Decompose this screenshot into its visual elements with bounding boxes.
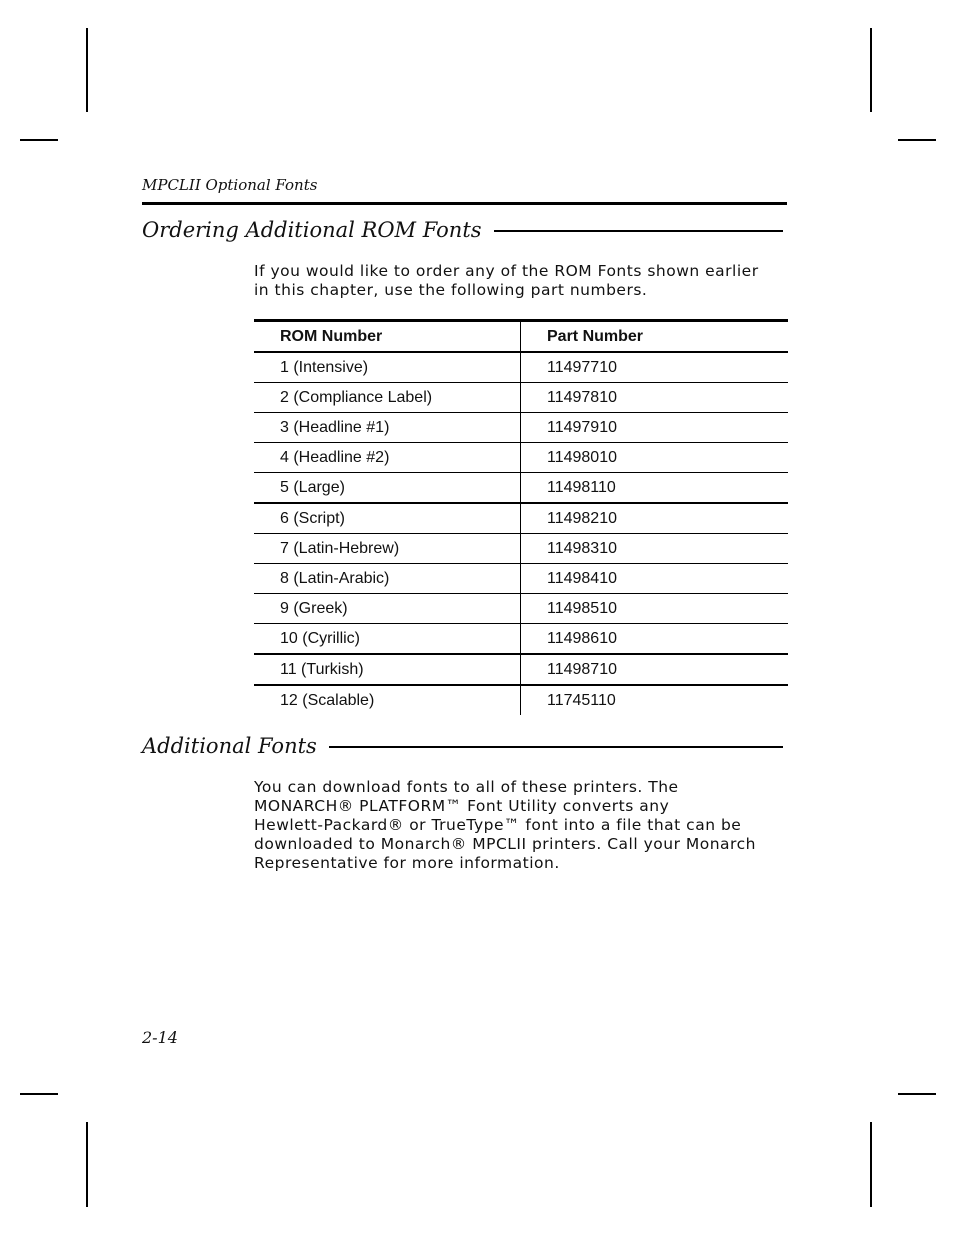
rom-number-cell: 11 (Turkish): [254, 654, 521, 685]
crop-mark: [20, 1093, 58, 1095]
part-number-cell: 11498210: [521, 503, 789, 534]
part-number-cell: 11498410: [521, 564, 789, 594]
table-row: [254, 352, 788, 383]
rom-number-cell: 1 (Intensive): [254, 352, 521, 383]
header-rule: [142, 202, 787, 205]
section-title-ordering: [142, 218, 783, 242]
table-row: [254, 654, 788, 685]
rom-number-cell: 7 (Latin-Hebrew): [254, 534, 521, 564]
section-title-text: Ordering Additional ROM Fonts: [142, 218, 482, 242]
column-header-part-number: Part Number: [521, 321, 789, 353]
part-number-cell: 11498510: [521, 594, 789, 624]
part-number-cell: 11498010: [521, 443, 789, 473]
table-row: [254, 624, 788, 655]
table-row: [254, 594, 788, 624]
crop-mark: [20, 139, 58, 141]
section-title-text: Additional Fonts: [142, 734, 317, 758]
table-row: [254, 503, 788, 534]
table-row: [254, 534, 788, 564]
rom-number-cell: 10 (Cyrillic): [254, 624, 521, 655]
rom-number-cell: 8 (Latin-Arabic): [254, 564, 521, 594]
title-rule: [494, 230, 783, 232]
rom-number-cell: 12 (Scalable): [254, 685, 521, 715]
part-number-cell: 11498710: [521, 654, 789, 685]
title-rule: [329, 746, 783, 748]
rom-number-cell: 6 (Script): [254, 503, 521, 534]
part-number-cell: 11497910: [521, 413, 789, 443]
part-number-table: [254, 319, 788, 715]
rom-number-cell: 2 (Compliance Label): [254, 383, 521, 413]
table-row: [254, 473, 788, 504]
part-number-cell: 11745110: [547, 691, 616, 709]
rom-number-cell: 4 (Headline #2): [254, 443, 521, 473]
section-title-additional: [142, 734, 783, 758]
crop-mark: [86, 1122, 88, 1207]
part-number-cell: 11498310: [521, 534, 789, 564]
page-number: 2-14: [142, 1028, 178, 1047]
intro-paragraph: If you would like to order any of the ROM Fonts shown earlier in this chapter, use the following part numbers.: [254, 262, 759, 299]
crop-mark: [870, 28, 872, 112]
part-number-cell: 11497810: [521, 383, 789, 413]
column-header-rom-number: ROM Number: [254, 321, 521, 353]
running-head: MPCLII Optional Fonts: [142, 176, 318, 194]
additional-fonts-paragraph: You can download fonts to all of these printers. The MONARCH® PLATFORM™ Font Utility converts any Hewlett-Packard® or TrueType™ font into a file that can be downloaded to Monarch® MPCLII printers. Call your Monarch Representative for more information.: [254, 778, 756, 872]
table-header-row: [254, 321, 788, 353]
table-row: [254, 383, 788, 413]
part-number-cell: 11498610: [521, 624, 789, 655]
crop-mark: [870, 1122, 872, 1207]
crop-mark: [898, 1093, 936, 1095]
table-row: [254, 443, 788, 473]
crop-mark: [86, 28, 88, 112]
part-number-cell: 11497710: [521, 352, 789, 383]
rom-number-cell: 5 (Large): [254, 473, 521, 504]
crop-mark: [898, 139, 936, 141]
table-row: [254, 413, 788, 443]
table-row: [254, 564, 788, 594]
rom-number-cell: 3 (Headline #1): [254, 413, 521, 443]
rom-number-cell: 9 (Greek): [254, 594, 521, 624]
part-number-cell: 11498110: [521, 473, 789, 504]
table-row: [254, 685, 788, 715]
